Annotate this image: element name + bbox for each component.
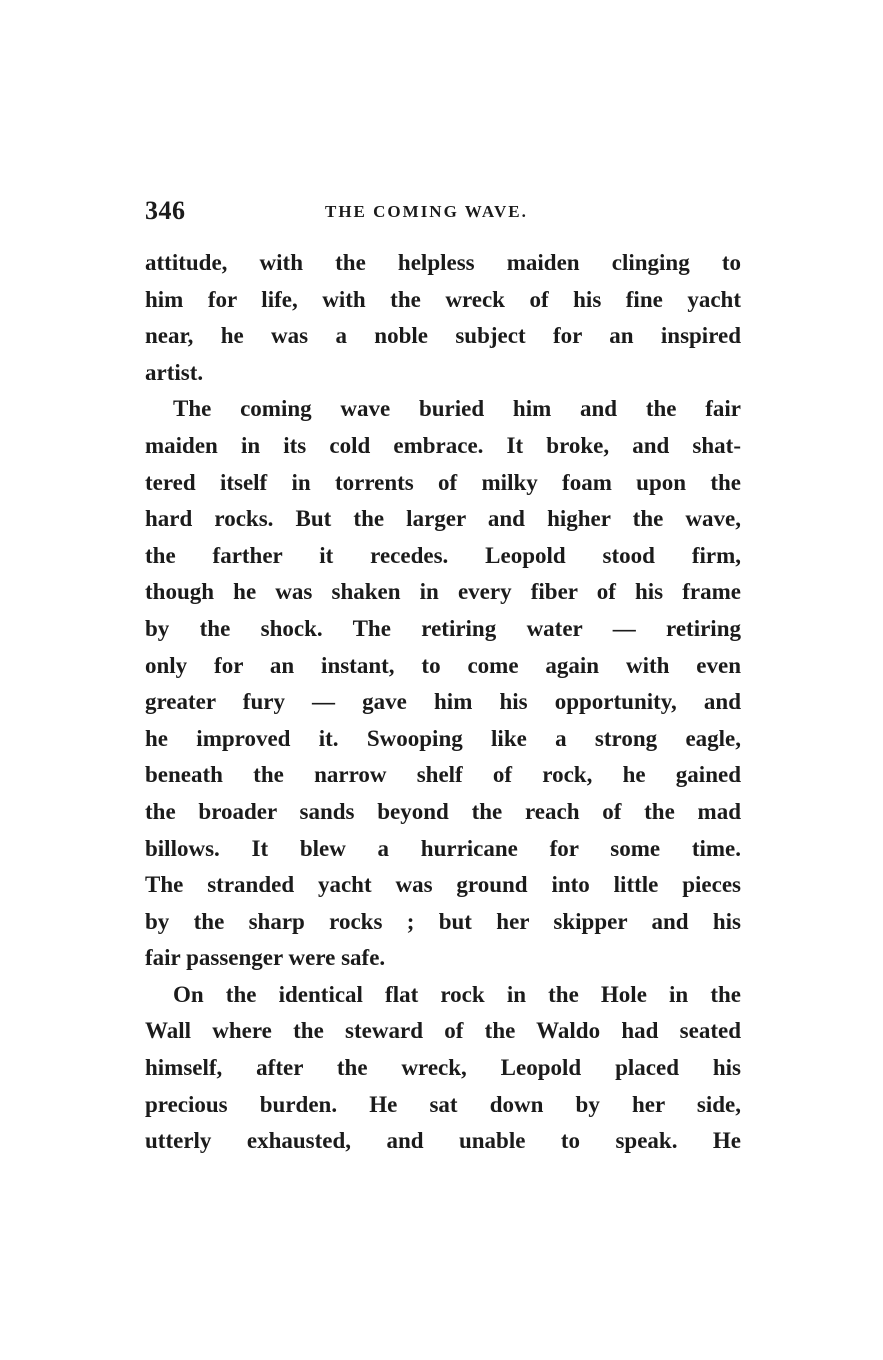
text-line: utterly exhausted, and unable to speak. He <box>145 1128 741 1154</box>
text-line: The stranded yacht was ground into little pieces <box>145 872 741 898</box>
text-line: precious burden. He sat down by her side, <box>145 1091 741 1117</box>
text-line: by the sharp rocks ; but her skipper and his <box>145 908 741 934</box>
text-line: tered itself in torrents of milky foam upon the <box>145 469 741 495</box>
text-line: maiden in its cold embrace. It broke, and shat- <box>145 432 741 458</box>
text-line: only for an instant, to come again with even <box>145 652 741 678</box>
text-line: The coming wave buried him and the fair <box>173 396 741 422</box>
text-line: the farther it recedes. Leopold stood firm, <box>145 542 741 568</box>
text-line: though he was shaken in every fiber of his frame <box>145 579 741 605</box>
page-number: 346 <box>145 196 186 225</box>
text-line: hard rocks. But the larger and higher the wave, <box>145 506 741 532</box>
text-line: greater fury — gave him his opportunity, and <box>145 689 741 715</box>
text-line: near, he was a noble subject for an inspired <box>145 323 741 349</box>
text-line: himself, after the wreck, Leopold placed his <box>145 1055 741 1081</box>
paragraph-3 <box>145 977 741 1160</box>
text-line: On the identical flat rock in the Hole in the <box>173 981 741 1007</box>
text-line: the broader sands beyond the reach of the mad <box>145 798 741 824</box>
running-title: THE COMING WAVE. <box>325 202 528 221</box>
text-line: him for life, with the wreck of his fine yacht <box>145 286 741 312</box>
paragraph-2 <box>145 391 741 977</box>
text-line: beneath the narrow shelf of rock, he gained <box>145 762 741 788</box>
text-line: fair passenger were safe. <box>145 945 386 971</box>
text-line: Wall where the steward of the Waldo had seated <box>145 1018 741 1044</box>
text-line: by the shock. The retiring water — retiring <box>145 615 741 641</box>
text-line: he improved it. Swooping like a strong eagle, <box>145 725 741 751</box>
text-line: artist. <box>145 359 204 385</box>
text-line: attitude, with the helpless maiden clinging to <box>145 250 741 275</box>
body-text <box>145 245 741 1160</box>
running-head <box>145 196 745 230</box>
text-line: billows. It blew a hurricane for some time. <box>145 835 741 861</box>
paragraph-1 <box>145 245 741 391</box>
